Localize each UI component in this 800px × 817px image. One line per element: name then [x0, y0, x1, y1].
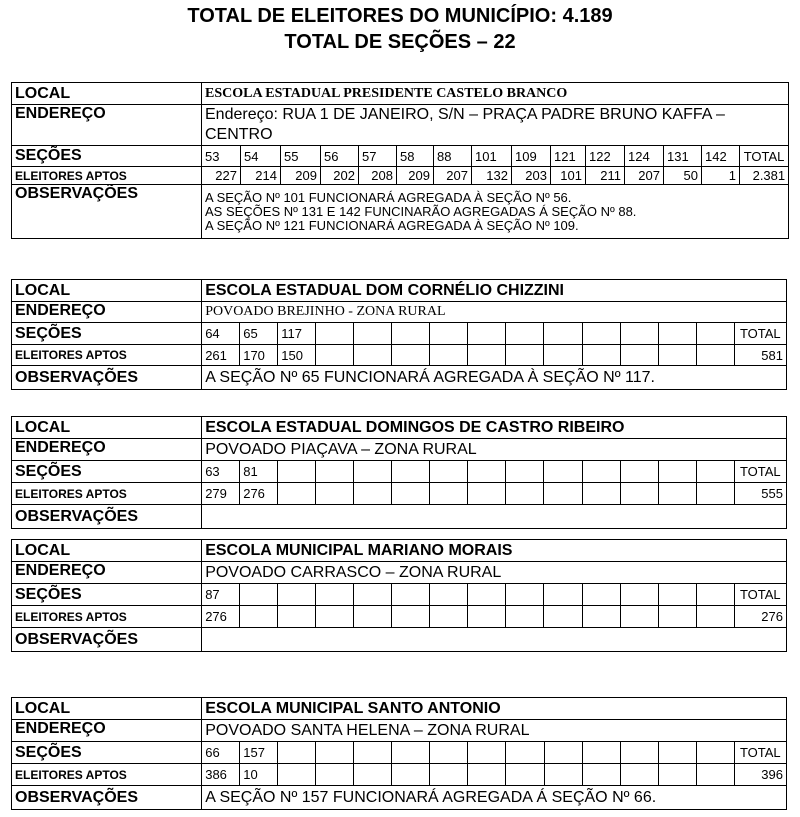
eleitores-label: ELEITORES APTOS: [12, 167, 202, 185]
section-number: 66: [202, 742, 240, 764]
empty-cell: [544, 483, 582, 505]
empty-cell: [278, 584, 316, 606]
empty-cell: [582, 764, 620, 786]
voter-count: 209: [397, 167, 434, 185]
voter-count: 276: [202, 606, 240, 628]
voter-count: 211: [586, 167, 625, 185]
voter-count: 214: [241, 167, 281, 185]
voter-count: 207: [434, 167, 472, 185]
empty-cell: [316, 461, 354, 483]
local-label: LOCAL: [12, 540, 202, 562]
secoes-row: [12, 146, 789, 167]
empty-cell: [658, 742, 696, 764]
empty-cell: [316, 323, 354, 345]
voter-total: 555: [734, 483, 786, 505]
empty-cell: [620, 461, 658, 483]
empty-cell: [506, 323, 544, 345]
empty-cell: [696, 323, 734, 345]
secoes-row: [12, 584, 787, 606]
voter-count: 276: [240, 483, 278, 505]
school-name: ESCOLA MUNICIPAL SANTO ANTONIO: [202, 698, 787, 720]
voter-total: 276: [734, 606, 786, 628]
empty-cell: [620, 584, 658, 606]
eleitores-row: [12, 764, 787, 786]
section-number: 157: [240, 742, 278, 764]
eleitores-label: ELEITORES APTOS: [12, 606, 202, 628]
local-label: LOCAL: [12, 698, 202, 720]
section-number: 58: [397, 146, 434, 167]
observations: [202, 628, 787, 652]
section-number: 122: [586, 146, 625, 167]
total-header: TOTAL: [734, 742, 786, 764]
empty-cell: [354, 483, 392, 505]
voter-count: 50: [664, 167, 702, 185]
empty-cell: [430, 461, 468, 483]
empty-cell: [582, 606, 620, 628]
empty-cell: [278, 764, 316, 786]
voter-count: 132: [472, 167, 512, 185]
school-name: ESCOLA ESTADUAL DOMINGOS DE CASTRO RIBEIRO: [202, 417, 787, 439]
observations: A SEÇÃO Nº 157 FUNCIONARÁ AGREGADA Á SEÇÃO Nº 66.: [202, 786, 787, 810]
empty-cell: [468, 742, 506, 764]
sections-total: TOTAL DE SEÇÕES – 22: [284, 31, 516, 53]
empty-cell: [468, 345, 506, 366]
endereco-label: ENDEREÇO: [12, 720, 202, 742]
empty-cell: [582, 483, 620, 505]
observacoes-label: OBSERVAÇÕES: [12, 366, 202, 390]
empty-cell: [354, 764, 392, 786]
empty-cell: [620, 606, 658, 628]
empty-cell: [658, 345, 696, 366]
section-number: 121: [551, 146, 586, 167]
voter-count: 101: [551, 167, 586, 185]
empty-cell: [392, 323, 430, 345]
empty-cell: [430, 764, 468, 786]
observation-line: A SEÇÃO Nº 121 FUNCIONARÁ AGREGADA À SEÇÃO Nº 109.: [205, 217, 579, 233]
observation-line: AS SEÇÕES Nº 131 E 142 FUNCINARÃO AGREGADAS Á SEÇÃO Nº 88.: [205, 203, 637, 219]
voter-count: 279: [202, 483, 240, 505]
empty-cell: [278, 461, 316, 483]
empty-cell: [544, 764, 582, 786]
empty-cell: [582, 742, 620, 764]
empty-cell: [354, 742, 392, 764]
observacoes-row: [12, 628, 787, 652]
empty-cell: [544, 606, 582, 628]
empty-cell: [430, 345, 468, 366]
observacoes-label: OBSERVAÇÕES: [12, 185, 202, 239]
empty-cell: [430, 483, 468, 505]
endereco-label: ENDEREÇO: [12, 302, 202, 323]
observations: A SEÇÃO Nº 65 FUNCIONARÁ AGREGADA À SEÇÃO Nº 117.: [202, 366, 787, 390]
empty-cell: [544, 461, 582, 483]
secoes-row: [12, 461, 787, 483]
empty-cell: [544, 742, 582, 764]
secoes-label: SEÇÕES: [12, 742, 202, 764]
empty-cell: [582, 584, 620, 606]
empty-cell: [240, 606, 278, 628]
empty-cell: [620, 345, 658, 366]
empty-cell: [506, 461, 544, 483]
local-row: [12, 540, 787, 562]
empty-cell: [696, 606, 734, 628]
empty-cell: [468, 483, 506, 505]
voter-count: 202: [321, 167, 359, 185]
empty-cell: [544, 345, 582, 366]
empty-cell: [240, 584, 278, 606]
empty-cell: [278, 742, 316, 764]
local-row: [12, 417, 787, 439]
voter-count: 261: [202, 345, 240, 366]
address: POVOADO CARRASCO – ZONA RURAL: [202, 562, 787, 584]
section-number: 81: [240, 461, 278, 483]
polling-location-table: [11, 416, 787, 529]
empty-cell: [354, 584, 392, 606]
empty-cell: [468, 606, 506, 628]
endereco-label: ENDEREÇO: [12, 105, 202, 146]
section-number: 55: [281, 146, 321, 167]
school-name: ESCOLA MUNICIPAL MARIANO MORAIS: [202, 540, 787, 562]
local-row: [12, 83, 789, 105]
empty-cell: [316, 584, 354, 606]
empty-cell: [696, 584, 734, 606]
section-number: 88: [434, 146, 472, 167]
section-number: 101: [472, 146, 512, 167]
endereco-label: ENDEREÇO: [12, 439, 202, 461]
observacoes-row: [12, 185, 789, 239]
voter-count: 10: [240, 764, 278, 786]
observacoes-label: OBSERVAÇÕES: [12, 628, 202, 652]
empty-cell: [392, 764, 430, 786]
observacoes-row: [12, 505, 787, 529]
eleitores-label: ELEITORES APTOS: [12, 483, 202, 505]
eleitores-row: [12, 606, 787, 628]
polling-location-table: [11, 539, 787, 652]
local-label: LOCAL: [12, 417, 202, 439]
observacoes-label: OBSERVAÇÕES: [12, 505, 202, 529]
empty-cell: [468, 461, 506, 483]
empty-cell: [430, 584, 468, 606]
empty-cell: [392, 606, 430, 628]
empty-cell: [506, 483, 544, 505]
address: POVOADO PIAÇAVA – ZONA RURAL: [202, 439, 787, 461]
voter-total: 396: [734, 764, 786, 786]
empty-cell: [392, 742, 430, 764]
section-number: 131: [664, 146, 702, 167]
empty-cell: [696, 742, 734, 764]
address: Endereço: RUA 1 DE JANEIRO, S/N – PRAÇA PADRE BRUNO KAFFA – CENTRO: [202, 105, 789, 146]
empty-cell: [392, 345, 430, 366]
empty-cell: [696, 461, 734, 483]
secoes-label: SEÇÕES: [12, 323, 202, 345]
municipality-voters-total: TOTAL DE ELEITORES DO MUNICÍPIO: 4.189: [187, 5, 613, 27]
voter-count: 170: [240, 345, 278, 366]
empty-cell: [506, 742, 544, 764]
secoes-label: SEÇÕES: [12, 584, 202, 606]
total-header: TOTAL: [734, 323, 786, 345]
section-number: 87: [202, 584, 240, 606]
eleitores-row: [12, 345, 787, 366]
empty-cell: [506, 584, 544, 606]
polling-location-table: [11, 697, 787, 810]
endereco-row: [12, 439, 787, 461]
empty-cell: [620, 323, 658, 345]
address: POVOADO BREJINHO - ZONA RURAL: [202, 302, 787, 323]
observacoes-row: [12, 366, 787, 390]
endereco-label: ENDEREÇO: [12, 562, 202, 584]
empty-cell: [620, 764, 658, 786]
address: POVOADO SANTA HELENA – ZONA RURAL: [202, 720, 787, 742]
empty-cell: [430, 323, 468, 345]
empty-cell: [316, 764, 354, 786]
voter-count: 208: [359, 167, 397, 185]
endereco-row: [12, 302, 787, 323]
local-label: LOCAL: [12, 83, 202, 105]
empty-cell: [506, 764, 544, 786]
empty-cell: [658, 606, 696, 628]
section-number: 65: [240, 323, 278, 345]
secoes-row: [12, 323, 787, 345]
eleitores-row: [12, 483, 787, 505]
empty-cell: [620, 742, 658, 764]
eleitores-label: ELEITORES APTOS: [12, 345, 202, 366]
total-header: TOTAL: [734, 461, 786, 483]
section-number: 53: [202, 146, 241, 167]
empty-cell: [582, 323, 620, 345]
section-number: 57: [359, 146, 397, 167]
secoes-label: SEÇÕES: [12, 146, 202, 167]
empty-cell: [316, 345, 354, 366]
observacoes-row: [12, 786, 787, 810]
secoes-label: SEÇÕES: [12, 461, 202, 483]
local-label: LOCAL: [12, 280, 202, 302]
empty-cell: [430, 606, 468, 628]
empty-cell: [696, 764, 734, 786]
voter-count: 1: [702, 167, 740, 185]
empty-cell: [582, 461, 620, 483]
observations: [202, 505, 787, 529]
voter-count: 227: [202, 167, 241, 185]
total-header: TOTAL: [740, 146, 789, 167]
local-row: [12, 698, 787, 720]
endereco-row: [12, 105, 789, 146]
section-number: 142: [702, 146, 740, 167]
empty-cell: [430, 742, 468, 764]
empty-cell: [696, 345, 734, 366]
empty-cell: [316, 606, 354, 628]
empty-cell: [354, 323, 392, 345]
voter-total: 2.381: [740, 167, 789, 185]
voter-count: 207: [625, 167, 664, 185]
eleitores-row: [12, 167, 789, 185]
empty-cell: [354, 461, 392, 483]
empty-cell: [544, 323, 582, 345]
empty-cell: [316, 742, 354, 764]
school-name: ESCOLA ESTADUAL DOM CORNÉLIO CHIZZINI: [202, 280, 787, 302]
polling-location-table: [11, 279, 787, 390]
observations: [202, 185, 789, 239]
school-name: ESCOLA ESTADUAL PRESIDENTE CASTELO BRANCO: [202, 83, 789, 105]
observation-line: A SEÇÃO Nº 101 FUNCIONARÁ AGREGADA À SEÇÃO Nº 56.: [205, 189, 572, 205]
empty-cell: [658, 323, 696, 345]
section-number: 56: [321, 146, 359, 167]
section-number: 63: [202, 461, 240, 483]
voter-count: 150: [278, 345, 316, 366]
polling-location-table: [11, 82, 789, 239]
empty-cell: [658, 584, 696, 606]
section-number: 109: [512, 146, 551, 167]
endereco-row: [12, 562, 787, 584]
voter-total: 581: [734, 345, 786, 366]
empty-cell: [468, 584, 506, 606]
section-number: 54: [241, 146, 281, 167]
empty-cell: [392, 584, 430, 606]
voter-count: 203: [512, 167, 551, 185]
eleitores-label: ELEITORES APTOS: [12, 764, 202, 786]
voter-count: 209: [281, 167, 321, 185]
empty-cell: [354, 345, 392, 366]
section-number: 124: [625, 146, 664, 167]
empty-cell: [392, 461, 430, 483]
empty-cell: [582, 345, 620, 366]
local-row: [12, 280, 787, 302]
empty-cell: [620, 483, 658, 505]
voter-count: 386: [202, 764, 240, 786]
section-number: 117: [278, 323, 316, 345]
empty-cell: [316, 483, 354, 505]
observacoes-label: OBSERVAÇÕES: [12, 786, 202, 810]
endereco-row: [12, 720, 787, 742]
empty-cell: [354, 606, 392, 628]
empty-cell: [658, 764, 696, 786]
section-number: 64: [202, 323, 240, 345]
empty-cell: [392, 483, 430, 505]
empty-cell: [658, 483, 696, 505]
empty-cell: [658, 461, 696, 483]
empty-cell: [506, 345, 544, 366]
empty-cell: [468, 323, 506, 345]
empty-cell: [506, 606, 544, 628]
empty-cell: [278, 483, 316, 505]
empty-cell: [468, 764, 506, 786]
total-header: TOTAL: [734, 584, 786, 606]
empty-cell: [544, 584, 582, 606]
secoes-row: [12, 742, 787, 764]
empty-cell: [278, 606, 316, 628]
empty-cell: [696, 483, 734, 505]
